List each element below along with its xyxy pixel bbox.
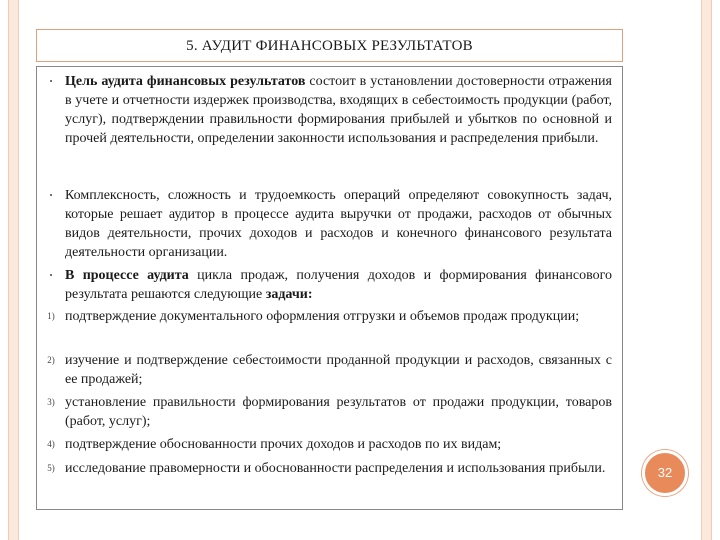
task-item-5 bbox=[37, 459, 622, 478]
bullet-icon: • bbox=[49, 191, 53, 200]
left-decorative-stripe bbox=[8, 0, 19, 540]
task-item-4 bbox=[37, 435, 622, 454]
task-text: исследование правомерности и обоснованности распределения и использования прибыли. bbox=[65, 461, 606, 476]
bullet-item-goal bbox=[37, 72, 622, 148]
task-number: 2) bbox=[47, 355, 55, 365]
task-text: подтверждение документального оформления отгрузки и объемов продаж продукции; bbox=[65, 309, 580, 324]
page-number-badge: 32 bbox=[642, 450, 688, 496]
right-decorative-stripe bbox=[701, 0, 712, 540]
task-number: 1) bbox=[47, 311, 55, 321]
bullet-text bbox=[65, 266, 612, 304]
task-item-3 bbox=[37, 393, 622, 431]
slide-title: 5. АУДИТ ФИНАНСОВЫХ РЕЗУЛЬТАТОВ bbox=[36, 29, 623, 62]
bullet-lead: Цель аудита финансовых результатов bbox=[65, 74, 306, 89]
bullet-body: цикла продаж, получения доходов и формирования финансового результата решаются следующие bbox=[65, 268, 612, 302]
task-item-1 bbox=[37, 307, 622, 326]
bullet-lead: В процессе аудита bbox=[65, 268, 189, 283]
bullet-icon: • bbox=[49, 271, 53, 280]
task-item-2 bbox=[37, 351, 622, 389]
task-text: установление правильности формирования результатов от продажи продукции, товаров (работ, услуг); bbox=[65, 395, 612, 429]
bullet-tail: задачи: bbox=[265, 287, 313, 302]
task-number: 5) bbox=[47, 463, 55, 473]
content-box bbox=[36, 66, 623, 510]
bullet-item-complexity bbox=[37, 186, 622, 262]
bullet-icon: • bbox=[49, 77, 53, 86]
task-number: 3) bbox=[47, 397, 55, 407]
task-number: 4) bbox=[47, 439, 55, 449]
bullet-item-tasks-intro bbox=[37, 266, 622, 304]
bullet-text: Комплексность, сложность и трудоемкость операций определяют совокупность задач, которые решает аудитор в процессе аудита выручки от продажи, расходов от обычных видов деятельности, прочих доходов и расходов и конечного финансового результата деятельности организации. bbox=[65, 188, 612, 260]
bullet-body: состоит в установлении достоверности отражения в учете и отчетности издержек производства, входящих в себестоимость продукции (работ, услуг), подтверждении правильности формирования прибылей и убытков по основной и прочей деятельности, определении законности использования и распределения прибыли. bbox=[65, 74, 612, 146]
task-text: изучение и подтверждение себестоимости проданной продукции и расходов, связанных с ее продажей; bbox=[65, 353, 612, 387]
task-text: подтверждение обоснованности прочих доходов и расходов по их видам; bbox=[65, 437, 502, 452]
bullet-text bbox=[65, 72, 612, 148]
